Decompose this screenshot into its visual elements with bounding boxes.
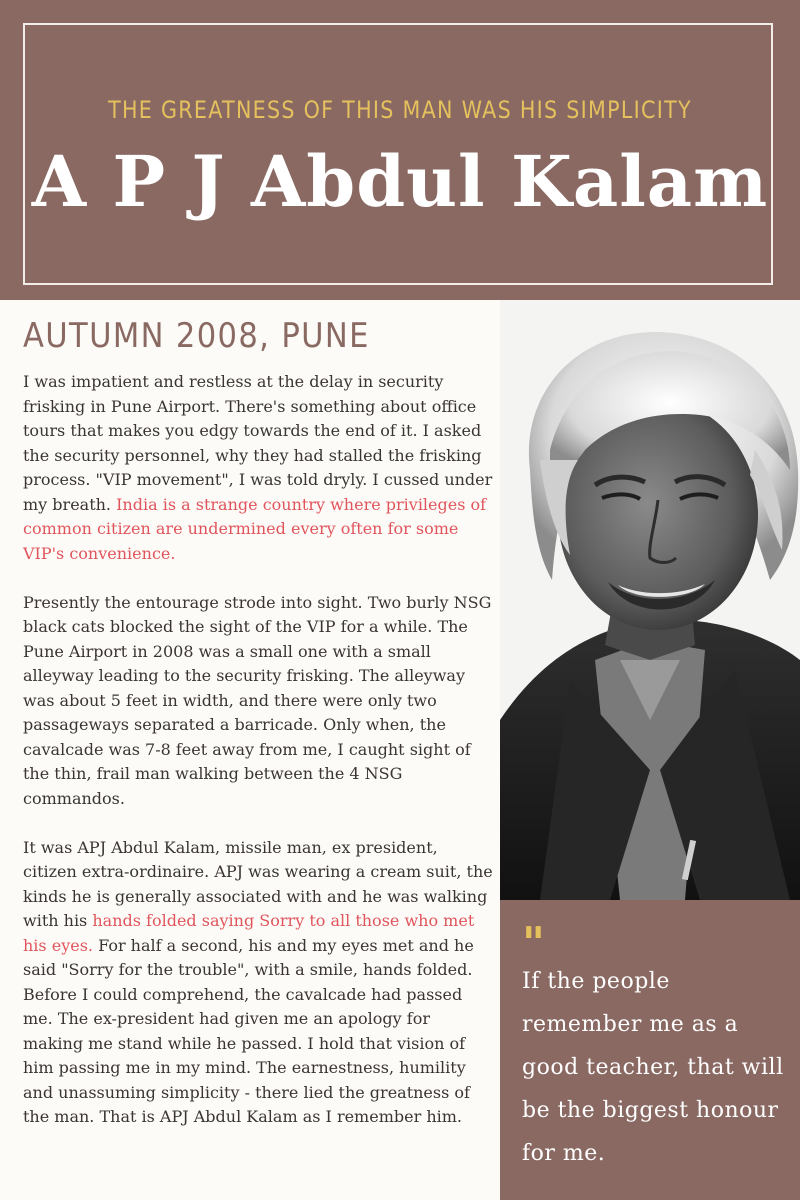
portrait-illustration (500, 300, 800, 900)
header-title: A P J Abdul Kalam (31, 140, 769, 223)
paragraph-3-text-b: For half a second, his and my eyes met and he said "Sorry for the trouble", with a smile, hands folded. Before I could comprehend, the cavalcade had passed me. The ex-president had given me an apology for making me stand while he passed. I hold that vision of him passing me in my mind. The earnestness, humility and unassuming simplicity - there lied the greatness of the man. That is APJ Abdul Kalam as I remember him. (23, 935, 474, 1126)
paragraph-1 (23, 370, 493, 566)
paragraph-3-highlight: hands folded saying Sorry to all those who met his eyes. (23, 911, 475, 955)
paragraph-3-text-a: It was APJ Abdul Kalam, missile man, ex president, citizen extra-ordinaire. APJ was wearing a cream suit, the kinds he is generally associated with and he was walking with his (23, 837, 493, 930)
quote-text: If the people remember me as a good teacher, that will be the biggest honour for me. (522, 969, 784, 1166)
header-banner (0, 0, 800, 300)
article-column (0, 300, 500, 1200)
quote-mark-icon: " (522, 918, 545, 969)
portrait-photo (500, 300, 800, 900)
paragraph-1-highlight: India is a strange country where privileges of common citizen are undermined every often for some VIP's convenience. (23, 494, 487, 563)
quote-box (500, 900, 800, 1200)
paragraph-2 (23, 591, 493, 812)
paragraph-1-text: I was impatient and restless at the delay in security frisking in Pune Airport. There's something about office tours that makes you edgy towards the end of it. I asked the security personnel, why they had stalled the frisking process. "VIP movement", I was told dryly. I cussed under my breath. (23, 372, 493, 514)
paragraph-3 (23, 836, 493, 1130)
section-heading: AUTUMN 2008, PUNE (23, 316, 370, 356)
paragraph-2-text: Presently the entourage strode into sight. Two burly NSG black cats blocked the sight of the VIP for a while. The Pune Airport in 2008 was a small one with a small alleyway leading to the security frisking. The alleyway was about 5 feet in width, and there were only two passageways separated a barricade. Only when, the cavalcade was 7-8 feet away from me, I caught sight of the thin, frail man walking between the 4 NSG commandos. (23, 592, 492, 808)
article-body (23, 370, 493, 1154)
header-subtitle: THE GREATNESS OF THIS MAN WAS HIS SIMPLICITY (108, 96, 692, 124)
